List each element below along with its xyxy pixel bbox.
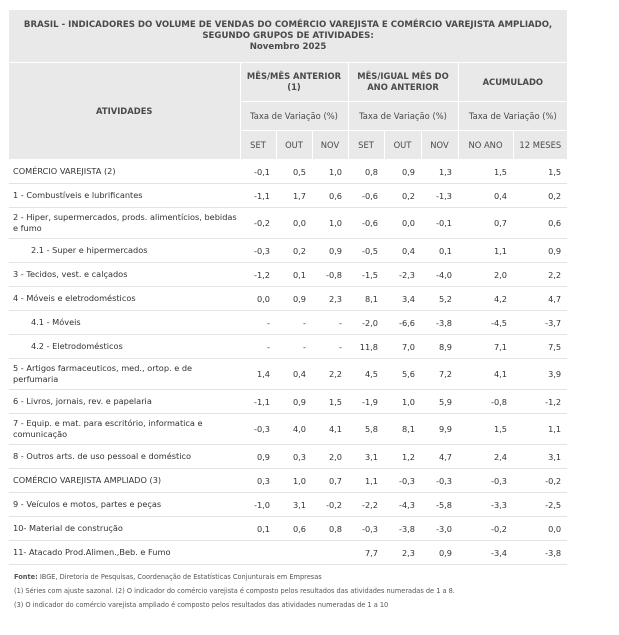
- cell: 1,2: [384, 445, 421, 469]
- cell: -0,1: [240, 160, 276, 184]
- footnote-2: (3) O indicador do comércio varejista ampliado é composto pelos resultados das atividades numeradas de 1 a 10: [14, 601, 389, 609]
- cell: 7,7: [348, 541, 384, 565]
- cell: -0,2: [240, 208, 276, 239]
- cell: -0,8: [312, 263, 348, 287]
- row-label: 7 - Equip. e mat. para escritório, informatica e comunicação: [9, 414, 240, 445]
- cell: 0,9: [312, 239, 348, 263]
- cell: 0,1: [276, 263, 312, 287]
- cell: 1,1: [513, 414, 567, 445]
- row-label: 9 - Veículos e motos, partes e peças: [9, 493, 240, 517]
- row-label: COMÉRCIO VAREJISTA (2): [9, 160, 240, 184]
- col-header: NOV: [421, 131, 458, 160]
- cell: -: [312, 311, 348, 335]
- table-row: [9, 335, 567, 359]
- cell: 4,1: [312, 414, 348, 445]
- cell: -4,5: [458, 311, 513, 335]
- table-row: [9, 541, 567, 565]
- cell: 1,1: [348, 469, 384, 493]
- cell: -0,8: [458, 390, 513, 414]
- row-label: 10- Material de construção: [9, 517, 240, 541]
- cell: 3,9: [513, 359, 567, 390]
- footnote-1: (1) Séries com ajuste sazonal. (2) O indicador do comércio varejista é composto pelos resultados das atividades numeradas de 1 a 8.: [14, 587, 455, 595]
- cell: 7,2: [421, 359, 458, 390]
- cell: 2,4: [458, 445, 513, 469]
- cell: 1,1: [458, 239, 513, 263]
- cell: 1,0: [312, 160, 348, 184]
- cell: 0,3: [276, 445, 312, 469]
- col-header: 12 MESES: [513, 131, 567, 160]
- indicators-table: [9, 10, 567, 565]
- table-row: [9, 493, 567, 517]
- row-label: 4 - Móveis e eletrodomésticos: [9, 287, 240, 311]
- table-row: [9, 160, 567, 184]
- cell: -0,3: [458, 469, 513, 493]
- cell: -3,8: [384, 517, 421, 541]
- title-line-2: SEGUNDO GRUPOS DE ATIVIDADES:: [202, 30, 374, 41]
- row-label: 8 - Outros arts. de uso pessoal e doméstico: [9, 445, 240, 469]
- cell: -0,3: [421, 469, 458, 493]
- row-label: 2.1 - Super e hipermercados: [9, 239, 240, 263]
- cell: 2,2: [312, 359, 348, 390]
- cell: 1,3: [421, 160, 458, 184]
- cell: 2,3: [312, 287, 348, 311]
- cell: 7,5: [513, 335, 567, 359]
- cell: -: [276, 335, 312, 359]
- row-label: 5 - Artigos farmaceuticos, med., ortop. e de perfumaria: [9, 359, 240, 390]
- cell: -0,3: [348, 517, 384, 541]
- cell: -5,8: [421, 493, 458, 517]
- cell: 2,2: [513, 263, 567, 287]
- table-title: [9, 10, 567, 63]
- cell: -3,3: [458, 493, 513, 517]
- cell: 0,7: [312, 469, 348, 493]
- cell: 1,5: [458, 414, 513, 445]
- cell: 1,5: [513, 160, 567, 184]
- row-label: 1 - Combustíveis e lubrificantes: [9, 184, 240, 208]
- row-label: 3 - Tecidos, vest. e calçados: [9, 263, 240, 287]
- cell: -1,0: [240, 493, 276, 517]
- cell: -4,0: [421, 263, 458, 287]
- col-header: OUT: [384, 131, 421, 160]
- cell: 0,1: [421, 239, 458, 263]
- cell: 0,0: [513, 517, 567, 541]
- cell: -3,7: [513, 311, 567, 335]
- cell: 0,8: [312, 517, 348, 541]
- col-header: SET: [240, 131, 276, 160]
- table-row: [9, 208, 567, 239]
- col-header: OUT: [276, 131, 312, 160]
- cell: -0,3: [384, 469, 421, 493]
- cell: 0,0: [384, 208, 421, 239]
- cell: -0,2: [312, 493, 348, 517]
- row-label: 2 - Hiper, supermercados, prods. alimentícios, bebidas e fumo: [9, 208, 240, 239]
- header-mes-mes-anterior: MÊS/MÊS ANTERIOR (1): [240, 63, 348, 102]
- cell: 0,3: [240, 469, 276, 493]
- cell: 0,9: [276, 390, 312, 414]
- table-footnotes: [9, 570, 567, 612]
- cell: -2,5: [513, 493, 567, 517]
- cell: 0,9: [240, 445, 276, 469]
- cell: 0,1: [240, 517, 276, 541]
- table-row: [9, 287, 567, 311]
- cell: 0,0: [240, 287, 276, 311]
- cell: 1,0: [384, 390, 421, 414]
- cell: -: [312, 335, 348, 359]
- cell: 5,9: [421, 390, 458, 414]
- cell: -: [276, 311, 312, 335]
- cell: 3,1: [276, 493, 312, 517]
- row-label: 6 - Livros, jornais, rev. e papelaria: [9, 390, 240, 414]
- cell: 0,2: [276, 239, 312, 263]
- cell: -3,8: [421, 311, 458, 335]
- cell: 4,0: [276, 414, 312, 445]
- cell: -0,1: [421, 208, 458, 239]
- footnote-source: [14, 570, 567, 584]
- row-label: COMÉRCIO VAREJISTA AMPLIADO (3): [9, 469, 240, 493]
- col-header: SET: [348, 131, 384, 160]
- cell: 4,7: [421, 445, 458, 469]
- cell: -1,5: [348, 263, 384, 287]
- table-row: [9, 311, 567, 335]
- cell: -4,3: [384, 493, 421, 517]
- cell: -0,3: [240, 239, 276, 263]
- cell: 0,9: [513, 239, 567, 263]
- source-text: IBGE, Diretoria de Pesquisas, Coordenação de Estatísticas Conjunturais em Empresas: [39, 573, 322, 581]
- cell: -: [240, 335, 276, 359]
- cell: -1,9: [348, 390, 384, 414]
- row-label: 4.2 - Eletrodomésticos: [9, 335, 240, 359]
- cell: 1,4: [240, 359, 276, 390]
- header-acumulado: ACUMULADO: [458, 63, 567, 102]
- cell: 9,9: [421, 414, 458, 445]
- title-line-3: Novembro 2025: [249, 41, 327, 52]
- cell: [276, 541, 312, 565]
- table-row: [9, 414, 567, 445]
- cell: 0,6: [513, 208, 567, 239]
- row-label: 11- Atacado Prod.Alimen.,Beb. e Fumo: [9, 541, 240, 565]
- cell: 5,8: [348, 414, 384, 445]
- col-header: NO ANO: [458, 131, 513, 160]
- header-atividades: ATIVIDADES: [9, 63, 240, 160]
- cell: 2,3: [384, 541, 421, 565]
- cell: -0,3: [240, 414, 276, 445]
- cell: -0,2: [458, 517, 513, 541]
- cell: [240, 541, 276, 565]
- cell: 0,5: [276, 160, 312, 184]
- cell: 0,2: [513, 184, 567, 208]
- header-mes-igual-mes: MÊS/IGUAL MÊS DO ANO ANTERIOR: [348, 63, 458, 102]
- cell: -2,2: [348, 493, 384, 517]
- cell: 0,9: [276, 287, 312, 311]
- cell: 1,0: [312, 208, 348, 239]
- table-row: [9, 359, 567, 390]
- cell: -2,0: [348, 311, 384, 335]
- subheader-taxa-1: Taxa de Variação (%): [240, 102, 348, 131]
- source-label: Fonte:: [14, 573, 38, 581]
- cell: 4,7: [513, 287, 567, 311]
- cell: -: [240, 311, 276, 335]
- row-label: 4.1 - Móveis: [9, 311, 240, 335]
- table-row: [9, 469, 567, 493]
- cell: -3,4: [458, 541, 513, 565]
- table-row: [9, 184, 567, 208]
- title-line-1: BRASIL - INDICADORES DO VOLUME DE VENDAS DO COMÉRCIO VAREJISTA E COMÉRCIO VAREJISTA AMPLIADO,: [23, 19, 553, 30]
- cell: 0,4: [384, 239, 421, 263]
- cell: 2,0: [312, 445, 348, 469]
- cell: 0,9: [384, 160, 421, 184]
- cell: 4,2: [458, 287, 513, 311]
- cell: [312, 541, 348, 565]
- cell: 3,1: [348, 445, 384, 469]
- cell: 0,0: [276, 208, 312, 239]
- cell: -1,2: [240, 263, 276, 287]
- cell: 4,5: [348, 359, 384, 390]
- cell: 3,1: [513, 445, 567, 469]
- cell: 2,0: [458, 263, 513, 287]
- cell: 0,2: [384, 184, 421, 208]
- cell: 4,1: [458, 359, 513, 390]
- cell: 7,1: [458, 335, 513, 359]
- cell: 5,2: [421, 287, 458, 311]
- cell: 0,7: [458, 208, 513, 239]
- cell: 8,1: [384, 414, 421, 445]
- cell: 11,8: [348, 335, 384, 359]
- cell: 1,7: [276, 184, 312, 208]
- cell: 5,6: [384, 359, 421, 390]
- cell: -3,8: [513, 541, 567, 565]
- table-row: [9, 390, 567, 414]
- cell: -0,5: [348, 239, 384, 263]
- cell: -6,6: [384, 311, 421, 335]
- cell: -1,3: [421, 184, 458, 208]
- cell: -2,3: [384, 263, 421, 287]
- cell: 8,9: [421, 335, 458, 359]
- cell: 1,5: [458, 160, 513, 184]
- subheader-taxa-2: Taxa de Variação (%): [348, 102, 458, 131]
- cell: -1,2: [513, 390, 567, 414]
- cell: -1,1: [240, 390, 276, 414]
- table-row: [9, 445, 567, 469]
- cell: -0,2: [513, 469, 567, 493]
- cell: -3,0: [421, 517, 458, 541]
- cell: -1,1: [240, 184, 276, 208]
- cell: 3,4: [384, 287, 421, 311]
- cell: 1,0: [276, 469, 312, 493]
- subheader-taxa-3: Taxa de Variação (%): [458, 102, 567, 131]
- cell: 0,6: [276, 517, 312, 541]
- table-row: [9, 517, 567, 541]
- cell: 0,4: [458, 184, 513, 208]
- col-header: NOV: [312, 131, 348, 160]
- cell: 0,9: [421, 541, 458, 565]
- cell: -0,6: [348, 184, 384, 208]
- cell: 0,6: [312, 184, 348, 208]
- indicators-table-container: [9, 10, 567, 612]
- cell: 8,1: [348, 287, 384, 311]
- cell: 0,4: [276, 359, 312, 390]
- cell: -0,6: [348, 208, 384, 239]
- cell: 1,5: [312, 390, 348, 414]
- table-row: [9, 263, 567, 287]
- table-row: [9, 239, 567, 263]
- cell: 0,8: [348, 160, 384, 184]
- cell: 7,0: [384, 335, 421, 359]
